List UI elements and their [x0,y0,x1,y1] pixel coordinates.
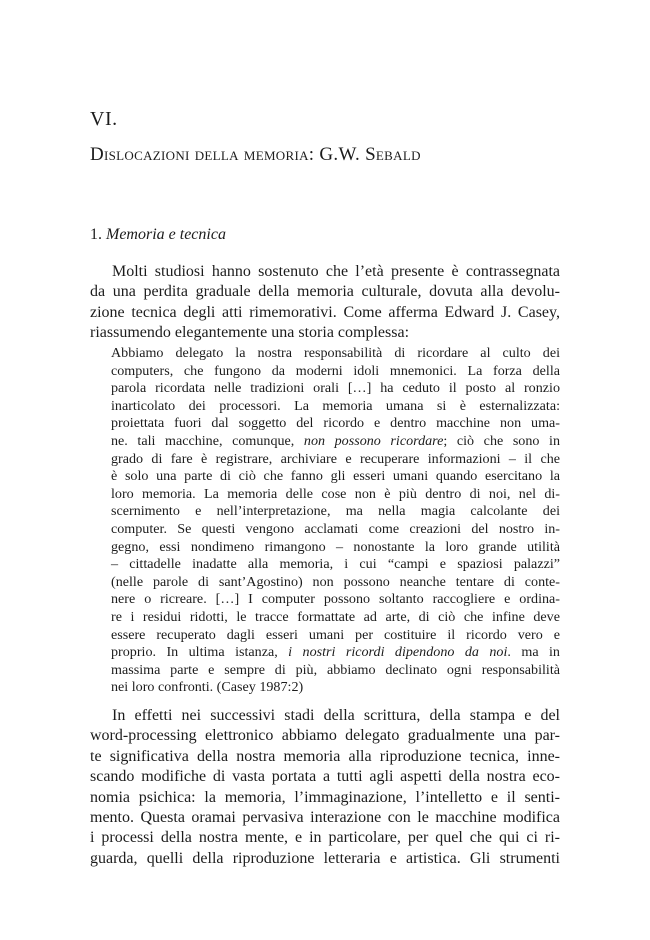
paragraph-1 [90,262,560,344]
quote-line: essere recuperato dagli esseri umani per costituire il ricordo vero e [111,626,560,643]
paragraph-line: guarda, quelli della riproduzione letteraria e artistica. Gli strumenti [90,849,560,867]
quote-line: scernimento e nell’interpretazione, ma nella magia calcolante dei [111,503,560,520]
paragraph-line: te significativa della nostra memoria alla riproduzione tecnica, inne- [90,747,560,765]
chapter-number: VI. [90,108,118,130]
paragraph-2 [90,706,560,869]
section-number: 1. [90,226,102,243]
paragraph-line: nomia psichica: la memoria, l’immaginazione, l’intelletto e il senti- [90,788,560,806]
quote-line: computers, che fungono da moderni idoli mnemonici. La forza della [111,362,560,379]
quote-text: ne. tali macchine, comunque, [111,432,304,449]
chapter-title: Dislocazioni della memoria: G.W. Sebald [90,144,421,165]
quote-line: massima parte e sempre di più, abbiamo declinato ogni responsabilità [111,661,560,678]
section-title: Memoria e tecnica [106,226,226,243]
quote-emphasis: i nostri ricordi dipendono da noi [288,644,508,661]
quote-line: re i residui ridotti, le tracce formattate ad arte, di ciò che infine deve [111,608,560,625]
quote-line [111,433,560,451]
quote-line: – cittadelle inadatte alla memoria, i cui “campi e spaziosi palazzi” [111,556,560,573]
quote-line: computer. Se questi vengono acclamati come creazioni del nostro in- [111,520,560,537]
quote-line: grado di fare è registrare, archiviare e recuperare informazioni – il che [111,450,560,467]
quote-text: . ma in [507,644,560,661]
paragraph-line: scando modifiche di vasta portata a tutti agli aspetti della nostra eco- [90,768,560,786]
paragraph-line: i processi della nostra mente, e in particolare, per quel che qui ci ri- [90,829,560,847]
quote-line: gegno, essi nondimeno rimangono – nonostante la loro grande utilità [111,538,560,555]
quote-line: nei loro confronti. (Casey 1987:2) [111,679,304,696]
block-quote [111,345,560,697]
paragraph-line: mento. Questa oramai pervasiva interazione con le macchine modifica [90,809,560,827]
quote-line: proiettata fuori dal soggetto del ricordo e dentro macchine non uma- [111,415,560,432]
quote-line: parola ricordata nelle tradizioni orali […] ha ceduto il posto al ronzio [111,380,560,397]
paragraph-line: In effetti nei successivi stadi della scrittura, della stampa e del [112,707,560,724]
paragraph-line: riassumendo elegantemente una storia complessa: [90,324,410,342]
paragraph-line: da una perdita graduale della memoria culturale, dovuta alla devolu- [90,283,560,301]
quote-line: nere o ricreare. […] I computer possono soltanto raccogliere e ordina- [111,591,560,608]
paragraph-line: Molti studiosi hanno sostenuto che l’età presente è contrassegnata [112,263,560,280]
quote-line: è solo una parte di ciò che fanno gli esseri umani quando esercitano la [111,468,560,485]
quote-line: loro memoria. La memoria delle cose non è più dentro di noi, nel di- [111,485,560,502]
quote-emphasis: non possono ricordare [303,432,444,449]
quote-line: (nelle parole di sant’Agostino) non possono neanche tentare di conte- [111,573,560,590]
quote-text: proprio. In ultima istanza, [111,644,289,661]
quote-text: ; ciò che sono in [443,432,560,449]
paragraph-line: zione tecnica degli atti rimemorativi. Come afferma Edward J. Casey, [90,303,560,321]
quote-line [111,644,560,662]
section-heading [90,226,226,244]
paragraph-line: word-processing elettronico abbiamo delegato gradualmente una par- [90,727,560,745]
quote-line: Abbiamo delegato la nostra responsabilità di ricordare al culto dei [111,345,560,361]
quote-line: inarticolato dei processori. La memoria umana si è esternalizzata: [111,397,560,414]
